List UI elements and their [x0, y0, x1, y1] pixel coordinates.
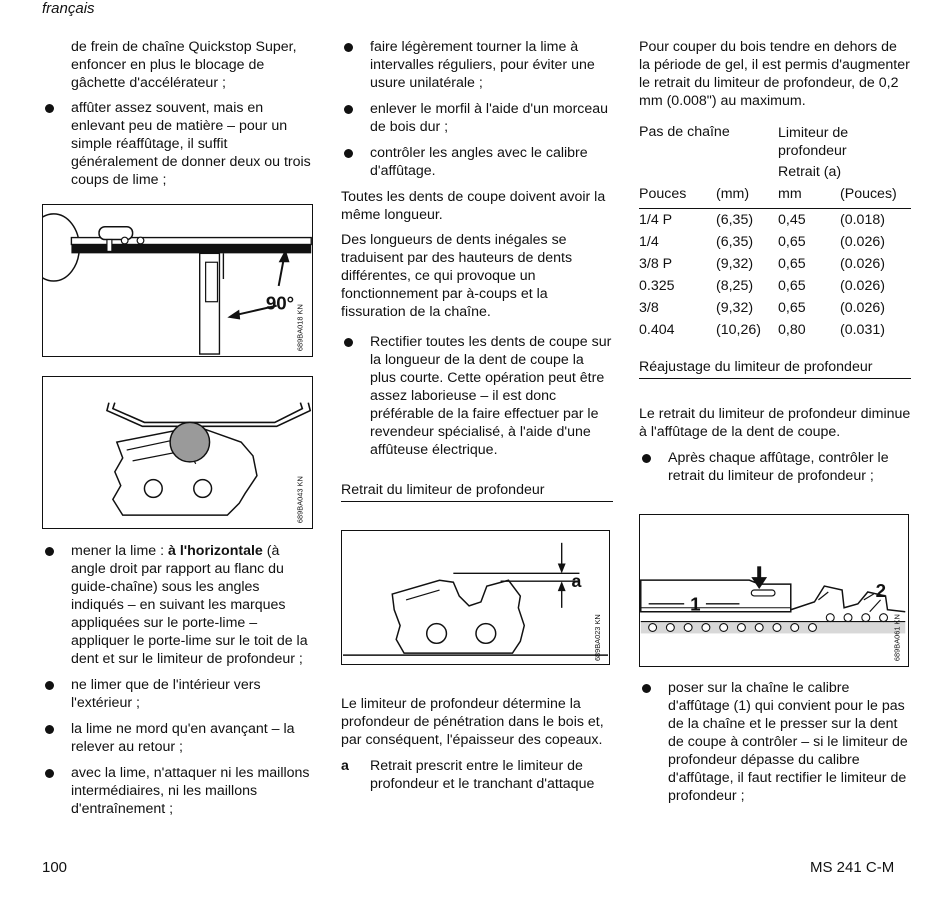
- table-row: [639, 234, 911, 256]
- column-2-lower: [341, 695, 613, 793]
- cell: (0.026): [840, 278, 885, 294]
- bullet-turn-file: faire légèrement tourner la lime à intervalles réguliers, pour éviter une usure unilatérale ;: [341, 38, 613, 92]
- cell: (0.031): [840, 322, 885, 338]
- cell: 0.325: [639, 278, 675, 294]
- sub-pouces-paren: (Pouces): [840, 186, 897, 202]
- cell: (10,26): [716, 322, 761, 338]
- bullet-sharpen: affûter assez souvent, mais en enlevant peu de matière – pour un simple réaffûtage, il suffit généralement de donner deux ou trois coups de lime ;: [42, 99, 312, 189]
- table-row: [639, 300, 911, 322]
- cell: (9,32): [716, 256, 754, 272]
- header-language: français: [42, 0, 95, 17]
- file-holder-90-illustration: [43, 205, 312, 356]
- cell: 0,65: [778, 256, 806, 272]
- cell: 3/8: [639, 300, 659, 316]
- head-retrait: Retrait (a): [778, 164, 842, 180]
- bullet-guide-emphasis: à l'horizontale: [167, 543, 263, 559]
- para-depth-definition: Le limiteur de profondeur détermine la profondeur de pénétration dans le bois et, par conséquent, l'épaisseur des copeaux.: [341, 696, 604, 748]
- table-row: [639, 278, 911, 300]
- bullet-guide-pre: mener la lime :: [71, 543, 168, 559]
- section-title-readjust: Réajustage du limiteur de profondeur: [639, 358, 911, 379]
- cell: 0,80: [778, 322, 806, 338]
- page-number: 100: [42, 859, 68, 876]
- clearance-label: a: [571, 571, 582, 592]
- figure-code: 689BA043 KN: [295, 476, 305, 524]
- section-title-depth: Retrait du limiteur de profondeur: [341, 481, 613, 502]
- column-1: [42, 38, 312, 189]
- table-row: [639, 256, 911, 278]
- legend-a-letter: a: [341, 758, 349, 774]
- figure-depth-gauge: [341, 530, 610, 665]
- head-pitch: Pas de chaîne: [639, 124, 730, 140]
- figure-code: 689BA023 KN: [593, 614, 603, 662]
- column-3-lower: [639, 679, 911, 805]
- legend-a-text: Retrait prescrit entre le limiteur de profondeur et le tranchant d'attaque: [370, 758, 595, 792]
- intro-continuation: de frein de chaîne Quickstop Super, enfoncer en plus le blocage de gâchette d'accélérateur ;: [71, 39, 297, 91]
- bullet-guide-post: (à angle droit par rapport au flanc du guide-chaîne) sous les angles indiqués – en suivant les marques appliquées sur le porte-lime – appliquer le porte-lime sur le toit de la dent et sur le limiteur de profondeur ;: [71, 543, 308, 667]
- gauge-on-chain-illustration: [640, 515, 908, 666]
- cell: (6,35): [716, 212, 754, 228]
- sub-mm-paren: (mm): [716, 186, 750, 202]
- sub-pouces: Pouces: [639, 186, 687, 202]
- cell: (0.026): [840, 300, 885, 316]
- sub-mm: mm: [778, 186, 802, 202]
- bullet-links: avec la lime, n'attaquer ni les maillons intermédiaires, ni les maillons d'entraînement ;: [42, 764, 312, 818]
- figure-code: 689BA061 KN: [892, 614, 902, 662]
- cell: 0,65: [778, 278, 806, 294]
- para-decrease: Le retrait du limiteur de profondeur diminue à l'affûtage de la dent de coupe.: [639, 406, 911, 440]
- bullet-burr: enlever le morfil à l'aide d'un morceau de bois dur ;: [341, 100, 613, 136]
- pitch-table: [639, 124, 911, 344]
- label-gauge: 1: [690, 593, 701, 615]
- cell: (9,32): [716, 300, 754, 316]
- para-same-length: Toutes les dents de coupe doivent avoir la même longueur.: [341, 189, 606, 223]
- bullet-inside-out: ne limer que de l'intérieur vers l'extérieur ;: [42, 676, 312, 712]
- cell: (0.018): [840, 212, 885, 228]
- figure-gauge-on-chain: [639, 514, 909, 667]
- column-2: [341, 38, 613, 502]
- bullet-forward-only: la lime ne mord qu'en avançant – la relever au retour ;: [42, 720, 312, 756]
- tooth-file-illustration: [43, 377, 312, 528]
- angle-label: 90°: [265, 292, 295, 314]
- para-unequal-length: Des longueurs de dents inégales se traduisent par des hauteurs de dents différentes, ce qui provoque un fonctionnement par à-coups et la fissuration de la chaîne.: [341, 232, 573, 320]
- head-limiter: Limiteur de profondeur: [778, 125, 849, 159]
- cell: 3/8 P: [639, 256, 673, 272]
- cell: 1/4 P: [639, 212, 673, 228]
- cell: 0,65: [778, 234, 806, 250]
- cell: 0,45: [778, 212, 806, 228]
- figure-file-holder-90: [42, 204, 313, 357]
- bullet-check-depth: Après chaque affûtage, contrôler le retrait du limiteur de profondeur ;: [639, 449, 911, 485]
- bullet-check-angles: contrôler les angles avec le calibre d'affûtage.: [341, 144, 613, 180]
- figure-tooth-file: [42, 376, 313, 529]
- column-1-lower: [42, 542, 312, 818]
- bullet-rectify: Rectifier toutes les dents de coupe sur la longueur de la dent de coupe la plus courte. Cette opération peut être assez laborieuse – il est donc préférable de la faire effectuer par le revendeur spécialisé, à l'aide d'une affûteuse électrique.: [341, 333, 613, 459]
- column-3: [639, 38, 911, 485]
- cell: (6,35): [716, 234, 754, 250]
- bullet-gauge-instruction: poser sur la chaîne le calibre d'affûtage (1) qui convient pour le pas de la chaîne et le presser sur la dent de coupe à contrôler – si le limiteur de profondeur dépasse du calibre d'affûtage, il faut rectifier le limiteur de profondeur ;: [639, 679, 911, 805]
- figure-code: 689BA018 KN: [295, 304, 305, 352]
- table-subheader: [639, 186, 911, 209]
- cell: 0,65: [778, 300, 806, 316]
- para-soft-wood: Pour couper du bois tendre en dehors de la période de gel, il est permis d'augmenter le retrait du limiteur de profondeur, de 0,2 mm (0.008") au maximum.: [639, 39, 910, 109]
- legend-a: [341, 757, 613, 793]
- depth-gauge-illustration: [342, 531, 609, 664]
- cell: 1/4: [639, 234, 659, 250]
- table-row: [639, 209, 911, 235]
- table-row: [639, 322, 911, 344]
- model-name: MS 241 C-M: [810, 859, 895, 876]
- bullet-guide-horizontal: [42, 542, 312, 668]
- label-depth-limiter: 2: [875, 579, 887, 601]
- cell: (0.026): [840, 234, 885, 250]
- cell: 0.404: [639, 322, 675, 338]
- cell: (8,25): [716, 278, 754, 294]
- cell: (0.026): [840, 256, 885, 272]
